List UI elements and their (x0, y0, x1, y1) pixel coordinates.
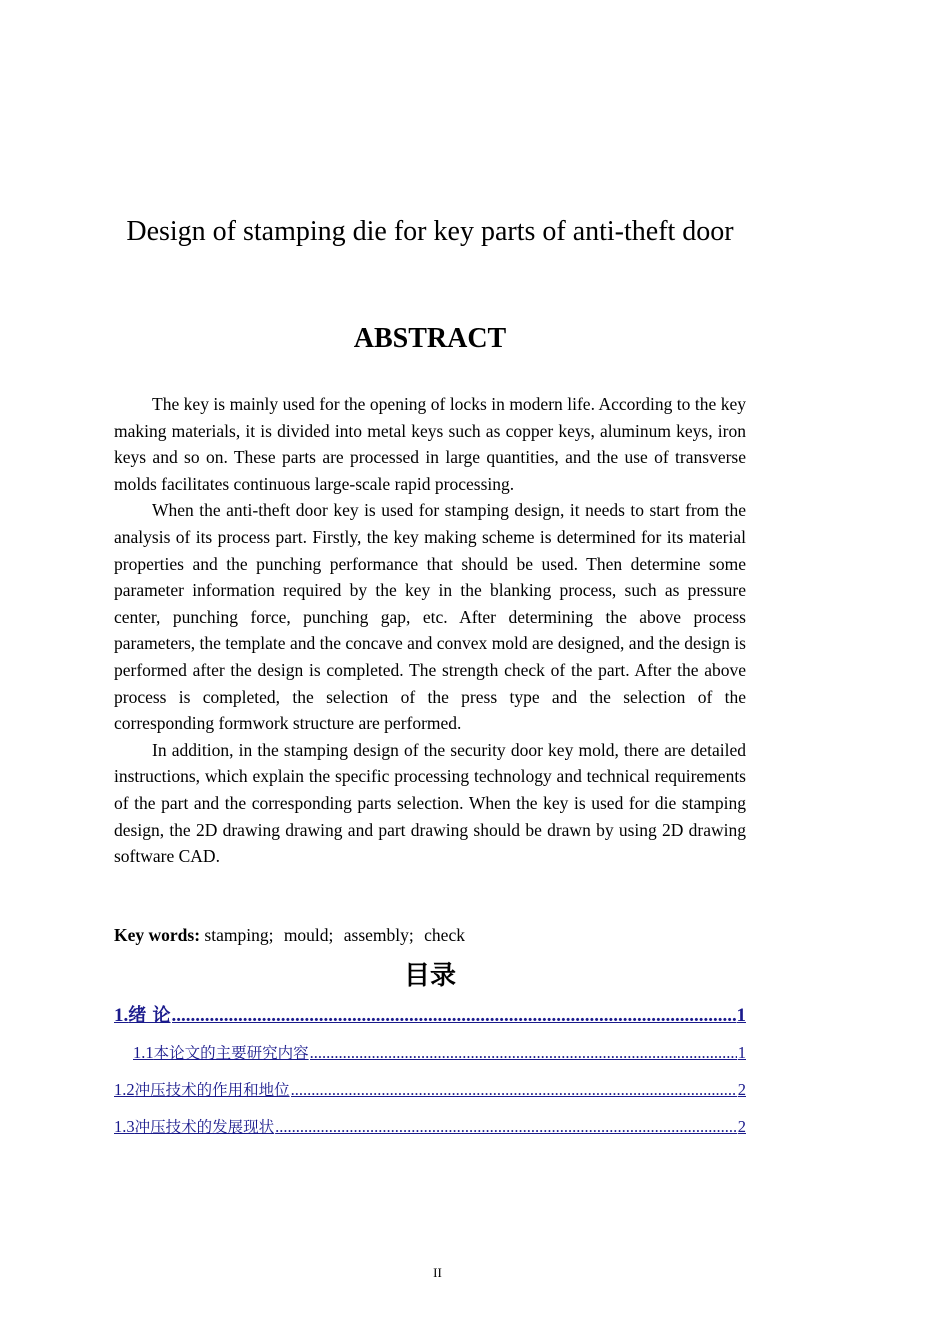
keywords-label: Key words: (114, 925, 201, 945)
toc-entry-page: 2 (737, 1080, 746, 1099)
toc-dot-leader (172, 1000, 736, 1032)
toc-link-section-1-1[interactable] (133, 1036, 746, 1073)
abstract-heading: ABSTRACT (353, 323, 507, 354)
keyword: check (424, 925, 465, 945)
keywords-line (114, 922, 471, 948)
toc-link-section-1-2[interactable] (114, 1073, 746, 1110)
toc-link-chapter-1[interactable] (114, 1000, 746, 1036)
toc-entry-number: 1.3 (114, 1117, 135, 1136)
thesis-title: Design of stamping die for key parts of anti-theft door (126, 216, 734, 247)
keyword: mould; (283, 925, 334, 945)
toc-link-section-1-3[interactable] (114, 1110, 746, 1147)
toc-dot-leader (291, 1073, 737, 1107)
toc-entry-page: 2 (737, 1117, 746, 1136)
toc-entry-text: 绪 论 (128, 1005, 171, 1026)
page-number: II (433, 1265, 442, 1280)
abstract-paragraph: In addition, in the stamping design of the security door key mold, there are detailed instructions, which explain the specific processing technology and technical requirements of the part and the corresponding parts selection. When the key is used for die stamping design, the 2D drawing drawing and part drawing should be drawn by using 2D drawing software CAD. (114, 739, 746, 867)
toc-entry-page: 1 (736, 1005, 746, 1026)
toc-entry-text: 本论文的主要研究内容 (153, 1044, 309, 1062)
keyword: assembly; (343, 925, 414, 945)
toc-entry-text: 冲压技术的作用和地位 (134, 1081, 290, 1099)
table-of-contents (114, 1000, 746, 1147)
toc-dot-leader (310, 1036, 737, 1070)
toc-entry-number: 1.2 (114, 1080, 135, 1099)
keyword: stamping; (204, 925, 274, 945)
toc-entry-number: 1.1 (133, 1043, 154, 1062)
abstract-paragraph: The key is mainly used for the opening of locks in modern life. According to the key making materials, it is divided into metal keys such as copper keys, aluminum keys, iron keys and so on. These parts are processed in large quantities, and the use of transverse molds facilitates continuous large-scale rapid processing. (114, 394, 746, 494)
toc-entry-number: 1. (114, 1005, 129, 1026)
toc-entry-page: 1 (737, 1043, 746, 1062)
toc-dot-leader (275, 1110, 737, 1144)
toc-heading: 目录 (403, 961, 456, 991)
abstract-paragraph: When the anti-theft door key is used for stamping design, it needs to start from the analysis of its process part. Firstly, the key making scheme is determined for its material properties and the punching performance that should be used. Then determine some parameter information required by the key in the blanking process, such as pressure center, punching force, punching gap, etc. After determining the above process parameters, the template and the concave and convex mold are designed, and the design is performed after the design is completed. The strength check of the part. After the above process is completed, the selection of the press type and the selection of the corresponding formwork structure are performed. (114, 500, 746, 734)
toc-entry-text: 冲压技术的发展现状 (134, 1118, 275, 1136)
abstract-body (114, 391, 746, 870)
